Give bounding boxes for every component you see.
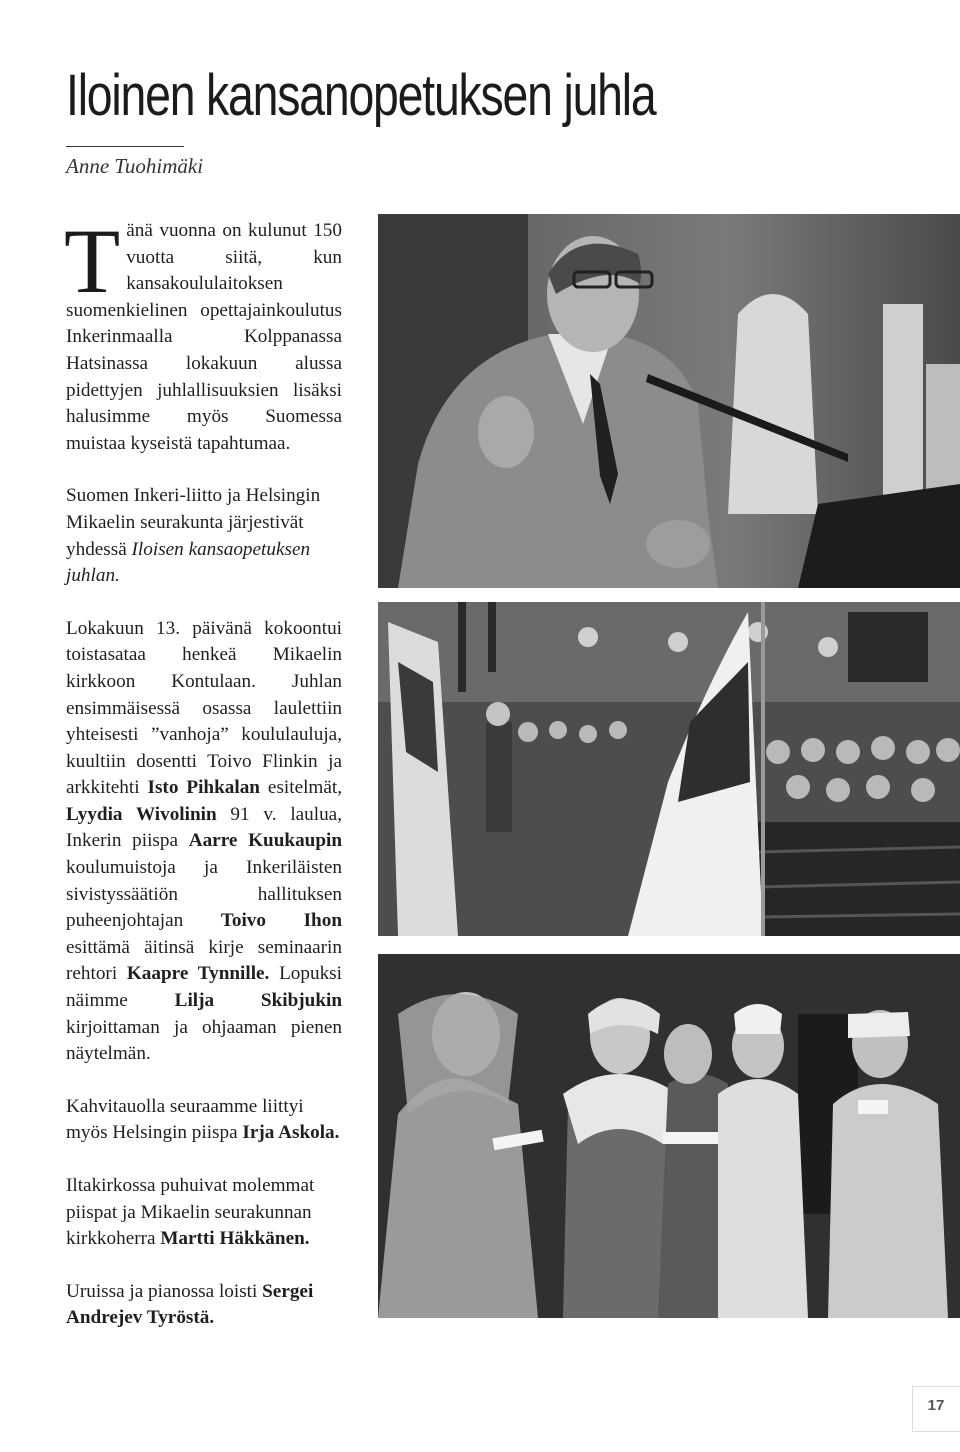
paragraph-4 <box>66 1094 342 1147</box>
paragraph-1-text: änä vuonna on kulunut 150 vuotta siitä, kun kansakoululaitoksen suomenkielinen opettajainkoulutus Inkerinmaalla Kolppanassa Hatsinassa lokakuun alussa pidettyjen juhlallisuuksien lisäksi halusimme myös Suomessa muistaa kyseistä tapahtumaa. <box>66 220 342 454</box>
photo-audience-image <box>378 602 960 936</box>
photo-play <box>378 954 960 1318</box>
text-run: koulumuistoja ja Inkeriläisten sivistyssäätiön hallituksen puheenjohtajan <box>66 857 342 932</box>
person-name: Aarre Kuukaupin <box>188 830 343 852</box>
article-title: Iloinen kansanopetuksen juhla <box>66 63 656 128</box>
paragraph-5 <box>66 1173 342 1253</box>
person-name: Lyydia Wivolinin <box>66 803 217 825</box>
title-rule <box>66 146 184 147</box>
text-run: 91 v. laulua, Inkerin piispa <box>66 803 342 852</box>
photo-speaker-image <box>378 214 960 588</box>
text-run: esitelmät, <box>259 777 342 799</box>
person-name: Lilja Skibjukin <box>174 990 342 1012</box>
author-name: Anne Tuohimäki <box>66 154 204 178</box>
paragraph-1 <box>64 210 342 457</box>
drop-cap: T <box>64 210 121 312</box>
text-run: Lokakuun 13. päivänä kokoontui toistasataa henkeä Mikaelin kirkkoon Kontulaan. Juhlan ensimmäisessä osassa laulettiin yhteisesti ”vanhoja” koululauluja, kuultiin dosentti Toivo Flinkin ja arkkitehti <box>66 617 342 799</box>
text-run: Uruissa ja pianossa loisti <box>66 1280 263 1302</box>
article-body <box>64 210 343 1332</box>
paragraph-6 <box>66 1279 342 1332</box>
photo-speaker <box>378 214 960 588</box>
person-name: Sergei Andrejev Tyröstä. <box>66 1280 314 1329</box>
text-run: Lopuksi näimme <box>66 963 342 1012</box>
person-name: Isto Pihkalan <box>147 777 260 799</box>
paragraph-3 <box>66 616 342 1068</box>
photo-audience <box>378 602 960 936</box>
text-run: Iltakirkossa puhuivat molemmat piispat ja Mikaelin seurakunnan kirkkoherra <box>66 1175 315 1250</box>
person-name: Martti Häkkänen. <box>160 1228 310 1250</box>
paragraph-2 <box>66 483 342 589</box>
page-number: 17 <box>927 1397 945 1414</box>
photo-play-image <box>378 954 960 1318</box>
text-run: esittämä äitinsä kirje seminaarin rehtori <box>66 936 342 985</box>
person-name: Kaapre Tynnille. <box>126 963 270 985</box>
paragraph-2-text: Suomen Inkeri-liitto ja Helsingin Mikaelin seurakunta järjestivät yhdessä <box>66 485 321 560</box>
text-run: Kahvitauolla seuraamme liittyi myös Helsingin piispa <box>66 1095 304 1144</box>
person-name: Irja Askola. <box>242 1122 340 1144</box>
person-name: Toivo Ihon <box>220 910 342 932</box>
text-run: kirjoittaman ja ohjaaman pienen näytelmän. <box>66 1016 342 1065</box>
event-name: Iloisen kansaopetuksen juhlan. <box>66 538 311 587</box>
